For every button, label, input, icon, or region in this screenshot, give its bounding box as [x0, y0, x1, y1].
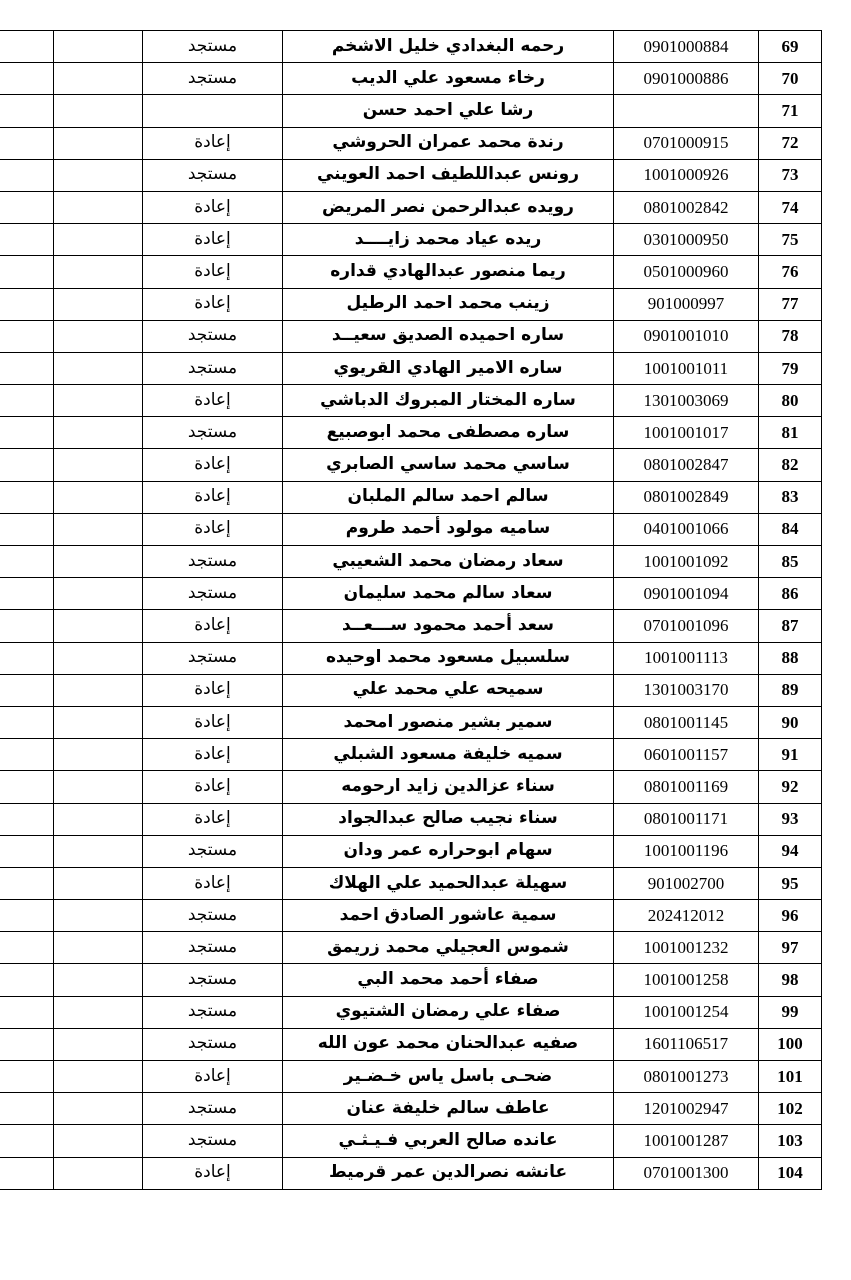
row-status-cell: إعادة [143, 191, 283, 223]
row-id-cell: 0801001145 [614, 706, 759, 738]
row-status-cell: إعادة [143, 1061, 283, 1093]
row-status-cell: إعادة [143, 771, 283, 803]
row-name-cell: سناء عزالدين زايد ارحومه [283, 771, 614, 803]
row-number-cell: 69 [759, 31, 822, 63]
row-blank-cell-2 [0, 224, 54, 256]
table-row [0, 1061, 822, 1093]
row-status-cell: مستجد [143, 1093, 283, 1125]
row-blank-cell-1 [54, 417, 143, 449]
table-row [0, 352, 822, 384]
row-blank-cell-1 [54, 642, 143, 674]
row-id-cell: 0301000950 [614, 224, 759, 256]
row-number-cell: 75 [759, 224, 822, 256]
row-number-cell: 103 [759, 1125, 822, 1157]
row-name-cell: ضحـى باسل ياس خـضـير [283, 1061, 614, 1093]
row-blank-cell-2 [0, 996, 54, 1028]
row-blank-cell-1 [54, 224, 143, 256]
row-status-cell: إعادة [143, 739, 283, 771]
row-number-cell: 89 [759, 674, 822, 706]
row-blank-cell-1 [54, 320, 143, 352]
row-name-cell: رونس عبداللطيف احمد العويني [283, 159, 614, 191]
row-status-cell: إعادة [143, 803, 283, 835]
row-id-cell [614, 95, 759, 127]
row-blank-cell-1 [54, 31, 143, 63]
row-name-cell: ريما منصور عبدالهادي قداره [283, 256, 614, 288]
row-number-cell: 92 [759, 771, 822, 803]
row-id-cell: 0701000915 [614, 127, 759, 159]
row-name-cell: سناء نجيب صالح عبدالجواد [283, 803, 614, 835]
row-status-cell: إعادة [143, 224, 283, 256]
row-number-cell: 74 [759, 191, 822, 223]
row-id-cell: 0901001010 [614, 320, 759, 352]
row-number-cell: 97 [759, 932, 822, 964]
row-number-cell: 91 [759, 739, 822, 771]
row-blank-cell-1 [54, 1028, 143, 1060]
row-id-cell: 1001001254 [614, 996, 759, 1028]
row-blank-cell-1 [54, 900, 143, 932]
row-blank-cell-1 [54, 481, 143, 513]
row-id-cell: 0501000960 [614, 256, 759, 288]
row-status-cell: إعادة [143, 1157, 283, 1189]
row-name-cell: سعاد سالم محمد سليمان [283, 578, 614, 610]
row-name-cell: سمية عاشور الصادق احمد [283, 900, 614, 932]
table-row [0, 546, 822, 578]
row-status-cell: إعادة [143, 706, 283, 738]
row-status-cell: إعادة [143, 513, 283, 545]
row-number-cell: 99 [759, 996, 822, 1028]
row-blank-cell-2 [0, 1157, 54, 1189]
row-blank-cell-2 [0, 739, 54, 771]
table-row [0, 835, 822, 867]
row-name-cell: رخاء مسعود علي الديب [283, 63, 614, 95]
row-number-cell: 101 [759, 1061, 822, 1093]
table-row [0, 320, 822, 352]
row-blank-cell-2 [0, 674, 54, 706]
row-number-cell: 83 [759, 481, 822, 513]
row-blank-cell-2 [0, 63, 54, 95]
row-name-cell: ساسي محمد ساسي الصابري [283, 449, 614, 481]
row-name-cell: سميحه علي محمد علي [283, 674, 614, 706]
row-status-cell: مستجد [143, 900, 283, 932]
row-blank-cell-2 [0, 385, 54, 417]
row-id-cell: 1001001017 [614, 417, 759, 449]
row-blank-cell-2 [0, 964, 54, 996]
row-blank-cell-1 [54, 610, 143, 642]
row-id-cell: 0901001094 [614, 578, 759, 610]
row-status-cell: إعادة [143, 674, 283, 706]
row-status-cell [143, 95, 283, 127]
row-name-cell: رشا علي احمد حسن [283, 95, 614, 127]
table-row [0, 127, 822, 159]
row-id-cell: 901000997 [614, 288, 759, 320]
row-name-cell: رندة محمد عمران الحروشي [283, 127, 614, 159]
row-blank-cell-2 [0, 31, 54, 63]
row-number-cell: 76 [759, 256, 822, 288]
row-id-cell: 1001001232 [614, 932, 759, 964]
row-blank-cell-2 [0, 95, 54, 127]
table-row [0, 642, 822, 674]
table-row [0, 1157, 822, 1189]
row-number-cell: 88 [759, 642, 822, 674]
row-blank-cell-2 [0, 932, 54, 964]
row-number-cell: 94 [759, 835, 822, 867]
row-status-cell: مستجد [143, 63, 283, 95]
row-blank-cell-1 [54, 739, 143, 771]
roster-table [0, 30, 822, 1190]
row-name-cell: عاطف سالم خليفة عنان [283, 1093, 614, 1125]
row-id-cell: 1001001196 [614, 835, 759, 867]
row-status-cell: مستجد [143, 996, 283, 1028]
table-row [0, 706, 822, 738]
row-blank-cell-2 [0, 610, 54, 642]
row-status-cell: مستجد [143, 964, 283, 996]
table-row [0, 159, 822, 191]
row-id-cell: 1301003170 [614, 674, 759, 706]
table-row [0, 932, 822, 964]
row-number-cell: 70 [759, 63, 822, 95]
row-number-cell: 104 [759, 1157, 822, 1189]
row-blank-cell-1 [54, 191, 143, 223]
row-id-cell: 1201002947 [614, 1093, 759, 1125]
row-blank-cell-2 [0, 771, 54, 803]
row-blank-cell-1 [54, 449, 143, 481]
row-name-cell: زينب محمد احمد الرطيل [283, 288, 614, 320]
row-status-cell: مستجد [143, 578, 283, 610]
table-row [0, 1125, 822, 1157]
table-row [0, 385, 822, 417]
row-status-cell: مستجد [143, 642, 283, 674]
row-blank-cell-2 [0, 159, 54, 191]
table-row [0, 1093, 822, 1125]
row-name-cell: سعاد رمضان محمد الشعيبي [283, 546, 614, 578]
row-blank-cell-2 [0, 867, 54, 899]
row-id-cell: 0701001300 [614, 1157, 759, 1189]
row-blank-cell-2 [0, 481, 54, 513]
row-blank-cell-1 [54, 513, 143, 545]
row-blank-cell-2 [0, 900, 54, 932]
row-status-cell: مستجد [143, 320, 283, 352]
row-status-cell: مستجد [143, 932, 283, 964]
row-name-cell: سميه خليفة مسعود الشبلي [283, 739, 614, 771]
row-id-cell: 1001001258 [614, 964, 759, 996]
row-blank-cell-1 [54, 95, 143, 127]
row-name-cell: صفاء علي رمضان الشتيوي [283, 996, 614, 1028]
row-number-cell: 102 [759, 1093, 822, 1125]
row-blank-cell-1 [54, 256, 143, 288]
row-number-cell: 93 [759, 803, 822, 835]
table-row [0, 63, 822, 95]
row-id-cell: 0801002842 [614, 191, 759, 223]
row-number-cell: 79 [759, 352, 822, 384]
row-status-cell: إعادة [143, 867, 283, 899]
row-blank-cell-1 [54, 546, 143, 578]
row-blank-cell-1 [54, 803, 143, 835]
row-blank-cell-1 [54, 1061, 143, 1093]
row-blank-cell-1 [54, 706, 143, 738]
row-id-cell: 0601001157 [614, 739, 759, 771]
row-blank-cell-1 [54, 996, 143, 1028]
row-name-cell: سهيلة عبدالحميد علي الهلاك [283, 867, 614, 899]
row-id-cell: 0901000884 [614, 31, 759, 63]
table-row [0, 610, 822, 642]
row-status-cell: إعادة [143, 385, 283, 417]
row-blank-cell-1 [54, 867, 143, 899]
table-row [0, 95, 822, 127]
row-blank-cell-2 [0, 578, 54, 610]
row-name-cell: رويده عبدالرحمن نصر المريض [283, 191, 614, 223]
row-status-cell: مستجد [143, 546, 283, 578]
row-blank-cell-2 [0, 546, 54, 578]
row-number-cell: 85 [759, 546, 822, 578]
row-blank-cell-2 [0, 449, 54, 481]
row-id-cell: 0701001096 [614, 610, 759, 642]
row-id-cell: 0401001066 [614, 513, 759, 545]
row-number-cell: 72 [759, 127, 822, 159]
row-id-cell: 1001001287 [614, 1125, 759, 1157]
row-blank-cell-2 [0, 417, 54, 449]
table-row [0, 578, 822, 610]
row-status-cell: إعادة [143, 610, 283, 642]
row-blank-cell-2 [0, 288, 54, 320]
row-blank-cell-1 [54, 578, 143, 610]
row-id-cell: 1001001113 [614, 642, 759, 674]
row-status-cell: مستجد [143, 1028, 283, 1060]
row-blank-cell-2 [0, 706, 54, 738]
row-number-cell: 71 [759, 95, 822, 127]
row-name-cell: ساره مصطفى محمد ابوصبيع [283, 417, 614, 449]
row-name-cell: صفيه عبدالحنان محمد عون الله [283, 1028, 614, 1060]
row-blank-cell-1 [54, 771, 143, 803]
row-blank-cell-1 [54, 1093, 143, 1125]
row-blank-cell-2 [0, 803, 54, 835]
row-blank-cell-1 [54, 63, 143, 95]
table-row [0, 900, 822, 932]
row-blank-cell-1 [54, 288, 143, 320]
row-blank-cell-2 [0, 1125, 54, 1157]
row-blank-cell-2 [0, 127, 54, 159]
row-number-cell: 96 [759, 900, 822, 932]
table-row [0, 449, 822, 481]
row-id-cell: 0801002849 [614, 481, 759, 513]
row-blank-cell-2 [0, 835, 54, 867]
row-blank-cell-2 [0, 191, 54, 223]
table-row [0, 513, 822, 545]
row-blank-cell-1 [54, 159, 143, 191]
row-number-cell: 98 [759, 964, 822, 996]
row-id-cell: 0901000886 [614, 63, 759, 95]
row-name-cell: سالم احمد سالم الملبان [283, 481, 614, 513]
row-name-cell: رحمه البغدادي خليل الاشخم [283, 31, 614, 63]
table-row [0, 481, 822, 513]
row-blank-cell-1 [54, 1125, 143, 1157]
table-row [0, 288, 822, 320]
row-name-cell: سعد أحمد محمود ســـعــد [283, 610, 614, 642]
row-blank-cell-2 [0, 352, 54, 384]
row-blank-cell-2 [0, 513, 54, 545]
row-number-cell: 100 [759, 1028, 822, 1060]
table-row [0, 964, 822, 996]
row-number-cell: 73 [759, 159, 822, 191]
row-number-cell: 81 [759, 417, 822, 449]
row-blank-cell-1 [54, 127, 143, 159]
row-name-cell: ساره الامير الهادي القريوي [283, 352, 614, 384]
row-id-cell: 0801001171 [614, 803, 759, 835]
row-number-cell: 84 [759, 513, 822, 545]
row-number-cell: 82 [759, 449, 822, 481]
table-row [0, 771, 822, 803]
table-row [0, 256, 822, 288]
row-id-cell: 1001001092 [614, 546, 759, 578]
row-id-cell: 1301003069 [614, 385, 759, 417]
row-blank-cell-1 [54, 352, 143, 384]
roster-table-body [0, 31, 822, 1190]
table-row [0, 417, 822, 449]
row-number-cell: 78 [759, 320, 822, 352]
row-blank-cell-2 [0, 1093, 54, 1125]
row-blank-cell-1 [54, 932, 143, 964]
row-status-cell: إعادة [143, 449, 283, 481]
row-name-cell: سمير بشير منصور امحمد [283, 706, 614, 738]
row-name-cell: عانشه نصرالدين عمر قرميط [283, 1157, 614, 1189]
row-blank-cell-1 [54, 1157, 143, 1189]
row-blank-cell-2 [0, 256, 54, 288]
row-number-cell: 90 [759, 706, 822, 738]
row-status-cell: مستجد [143, 835, 283, 867]
row-blank-cell-2 [0, 1061, 54, 1093]
row-blank-cell-1 [54, 385, 143, 417]
row-name-cell: ساميه مولود أحمد طروم [283, 513, 614, 545]
row-status-cell: مستجد [143, 1125, 283, 1157]
table-row [0, 867, 822, 899]
row-name-cell: ساره احميده الصديق سعيــد [283, 320, 614, 352]
row-status-cell: إعادة [143, 481, 283, 513]
row-id-cell: 1601106517 [614, 1028, 759, 1060]
row-id-cell: 0801001273 [614, 1061, 759, 1093]
row-id-cell: 202412012 [614, 900, 759, 932]
row-name-cell: صفاء أحمد محمد البي [283, 964, 614, 996]
table-row [0, 803, 822, 835]
row-status-cell: إعادة [143, 127, 283, 159]
row-status-cell: مستجد [143, 417, 283, 449]
table-row [0, 224, 822, 256]
row-status-cell: مستجد [143, 31, 283, 63]
row-blank-cell-1 [54, 835, 143, 867]
row-id-cell: 1001001011 [614, 352, 759, 384]
table-row [0, 996, 822, 1028]
row-name-cell: سهام ابوحراره عمر ودان [283, 835, 614, 867]
row-name-cell: ساره المختار المبروك الدباشي [283, 385, 614, 417]
table-row [0, 674, 822, 706]
table-row [0, 191, 822, 223]
table-row [0, 739, 822, 771]
row-id-cell: 1001000926 [614, 159, 759, 191]
row-blank-cell-1 [54, 964, 143, 996]
row-id-cell: 901002700 [614, 867, 759, 899]
table-row [0, 1028, 822, 1060]
row-number-cell: 95 [759, 867, 822, 899]
row-id-cell: 0801002847 [614, 449, 759, 481]
row-name-cell: شموس العجيلي محمد زريمق [283, 932, 614, 964]
roster-table-container [29, 30, 822, 1190]
row-status-cell: إعادة [143, 256, 283, 288]
row-number-cell: 86 [759, 578, 822, 610]
row-name-cell: عانده صالح العربي فـيـثـي [283, 1125, 614, 1157]
row-name-cell: سلسبيل مسعود محمد اوحيده [283, 642, 614, 674]
row-blank-cell-2 [0, 320, 54, 352]
row-id-cell: 0801001169 [614, 771, 759, 803]
row-blank-cell-2 [0, 642, 54, 674]
row-number-cell: 77 [759, 288, 822, 320]
row-status-cell: مستجد [143, 352, 283, 384]
row-status-cell: إعادة [143, 288, 283, 320]
row-number-cell: 87 [759, 610, 822, 642]
row-number-cell: 80 [759, 385, 822, 417]
row-blank-cell-1 [54, 674, 143, 706]
row-blank-cell-2 [0, 1028, 54, 1060]
row-name-cell: ريده عياد محمد زايــــد [283, 224, 614, 256]
row-status-cell: مستجد [143, 159, 283, 191]
table-row [0, 31, 822, 63]
